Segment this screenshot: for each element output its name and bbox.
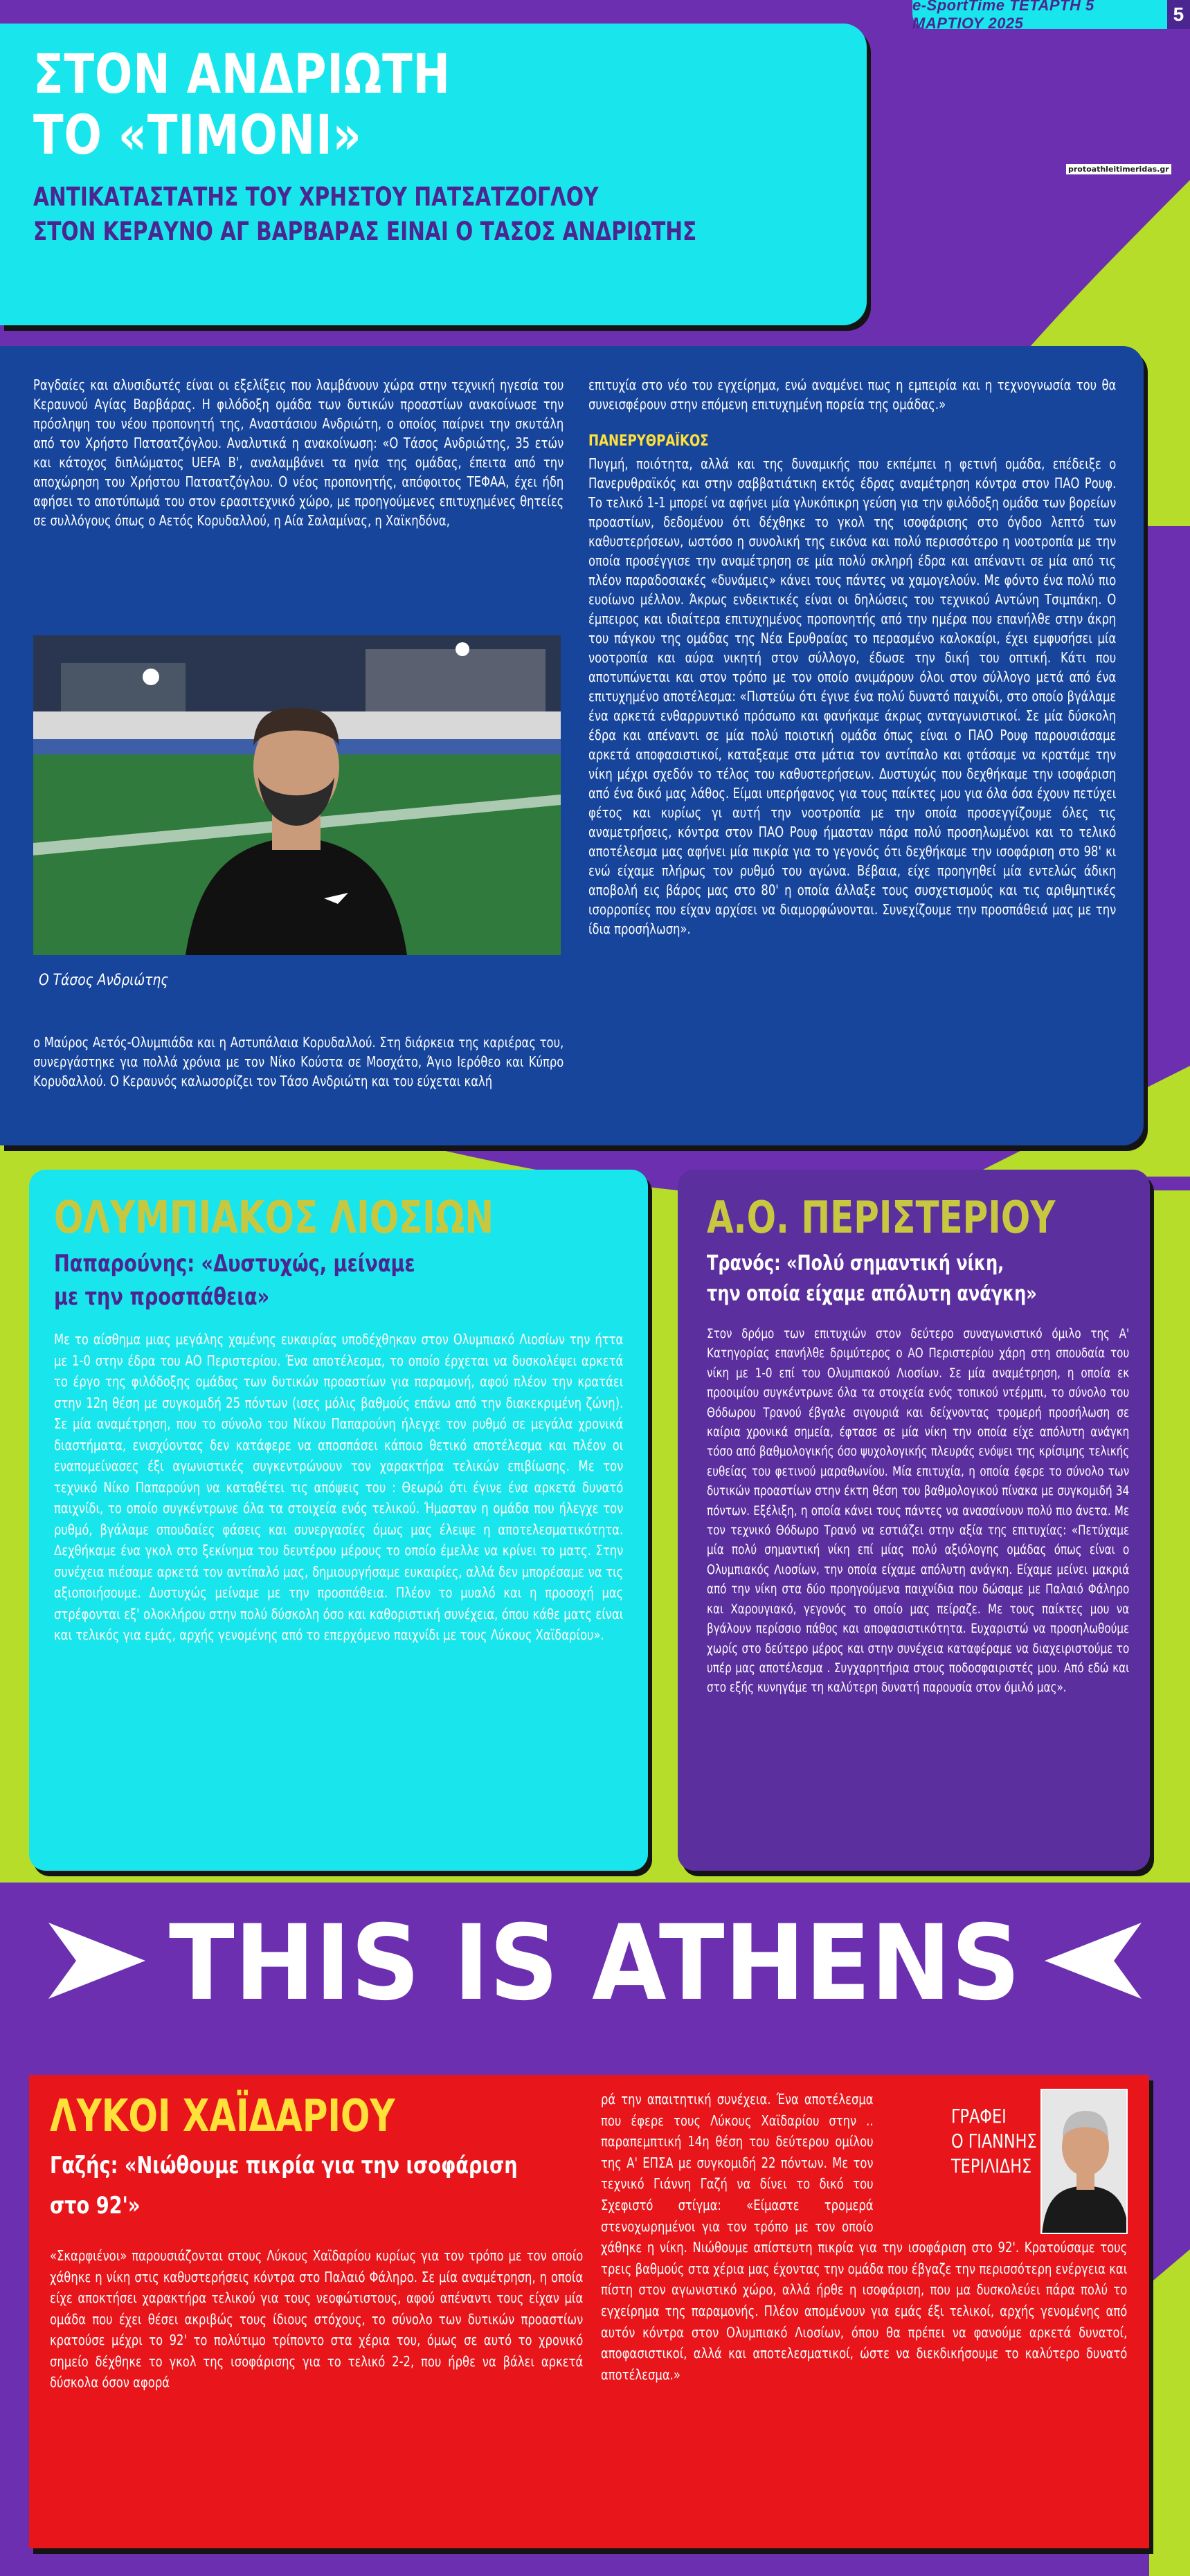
- banner-right-arrow: [1045, 1923, 1142, 1999]
- column-2-top-paragraph: επιτυχία στο νέο του εγχείρημα, ενώ αναμένει πως η εμπειρία και η τεχνογνωσία του θα συνεισφέρουν στην επόμενη επιτυχημένη πορεία της ομάδας.»: [588, 377, 1117, 412]
- headline-panel: [0, 24, 867, 325]
- author-label-3: ΤΕΡΙΛΙΔΗΣ: [951, 2155, 1032, 2177]
- after-photo-paragraph: ο Μαύρος Αετός-Ολυμπιάδα και η Αστυπάλαια Κορυδαλλού. Στη διάρκεια της καριέρας του, συνεργάστηκε για πολλά χρόνια με τον Νίκο Κούστα σε Μοσχάτο, Άγιο Ιερόθεο και Κύπρο Κορυδαλλού. Ο Κεραυνός καλωσορίζει τον Τάσο Ανδριώτη και του εύχεται καλή: [33, 1034, 564, 1089]
- author-photo: [1040, 2089, 1128, 2234]
- lykoi-quote-line-2: στο 92'»: [50, 2192, 141, 2220]
- peristeri-quote: [707, 1249, 1150, 1309]
- peristeri-body: [707, 1325, 1129, 1698]
- subheadline-line-2: ΣΤΟΝ ΚΕΡΑΥΝΟ ΑΓ ΒΑΡΒΑΡΑΣ ΕΙΝΑΙ Ο ΤΑΣΟΣ ΑΝΔΡΙΩΤΗΣ: [33, 217, 697, 246]
- olympiakos-quote-line-1: Παπαρούνης: «Δυστυχώς, μείναμε: [54, 1250, 415, 1278]
- author-byline: [951, 2104, 1037, 2179]
- banner-text: THIS IS ATHENS: [169, 1903, 1020, 2024]
- main-article-intro: [33, 375, 564, 638]
- peristeri-quote-line-2: την οποία είχαμε απόλυτη ανάγκη»: [707, 1282, 1037, 1306]
- page-number: 5: [1167, 0, 1190, 29]
- author-label-2: Ο ΓΙΑΝΝΗΣ: [951, 2130, 1037, 2152]
- peristeri-title: Α.Ο. ΠΕΡΙΣΤΕΡΙΟΥ: [707, 1192, 1056, 1244]
- author-label-1: ΓΡΑΦΕΙ: [951, 2105, 1007, 2128]
- olympiakos-paragraph: Με το αίσθημα μιας μεγάλης χαμένης ευκαιρίας υποδέχθηκαν στον Ολυμπιακό Λιοσίων την ήττα με 1-0 στην έδρα του ΑΟ Περιστερίου. Ένα αποτέλεσμα, το οποίο έρχεται να δυσκολέψει αρκετά το έργο της φιλόδοξης ομάδας των δυτικών προαστίων για παραμονή, αφού πλέον την κρατάει στην 12η θέση με συγκομιδή 25 πόντων (ισες μόλις βαθμούς επάνω από την διακεκριμένη ζώνη). Σε μία αναμέτρηση, που το σύνολο του Νίκου Παπαρούνη ήλεγχε τον ρυθμό σε μεγάλα χρονικά διαστήματα, ενισχύοντας δεν κατάφερε να αποσπάσει κάποιο θετικό αποτέλεσμα και πλέον οι εναπομείνασες έξι αγωνιστικές συγκεντρώνουν τον χαρακτήρα τελικών επιβίωσης. Με τον τεχνικό Νίκο Παπαρούνη να καταθέτει τις απόψεις του : Θεωρώ ότι έγινε ένα αρκετά δυνατό παιχνίδι, το οποίο συγκέντρωνε όλα τα στοιχεία ενός τελικού. Ήμασταν η ομάδα που ήλεγχε τον ρυθμό, βγάλαμε σπουδαίες φάσεις και συνεργασίες όμως μας έλειψε η αποτελεσματικότητα. Δεχθήκαμε ένα γκολ στο ξεκίνημα του δευτέρου μέρους το οποίο έμελλε να κρίνει το ματς. Στην συνέχεια πιέσαμε αρκετά τον αντίπαλό μας, δημιουργήσαμε ευκαιρίες, αλλά δεν μπορέσαμε να τις αξιοποιήσουμε. Δυστυχώς μείναμε με την προσπάθεια. Πλέον το μυαλό και η προσοχή μας στρέφονται εξ' ολοκλήρου στην πολύ δύσκολη όσο και καθοριστική συνέχεια, όπου κάθε ματς είναι και τελικός για εμάς, αρχής γενομένης από το επερχόμενο παιχνίδι με τους Λύκους Χαϊδαρίου».: [54, 1331, 624, 1643]
- author-portrait: [1042, 2090, 1128, 2234]
- headline-line-2: ΤΟ «ΤΙΜΟΝΙ»: [33, 105, 362, 167]
- issue-label: e-SportTime ΤΕΤΑΡΤΗ 5 ΜΑΡΤΙΟΥ 2025: [912, 0, 1094, 32]
- peristeri-article: [678, 1170, 1150, 1871]
- olympiakos-title: ΟΛΥΜΠΙΑΚΟΣ ΛΙΟΣΙΩΝ: [54, 1192, 494, 1244]
- lykoi-quote-line-1: Γαζής: «Νιώθουμε πικρία για την ισοφάριση: [50, 2152, 518, 2179]
- coach-photo: [33, 635, 561, 955]
- subheadline-line-1: ΑΝΤΙΚΑΤΑΣΤΑΤΗΣ ΤΟΥ ΧΡΗΣΤΟΥ ΠΑΤΣΑΤΖΟΓΛΟΥ: [33, 182, 599, 212]
- subheadline: [33, 180, 753, 249]
- banner-left-arrow: [48, 1923, 145, 1999]
- lykoi-body-left: [50, 2245, 583, 2393]
- peristeri-paragraph: Στον δρόμο των επιτυχιών στον δεύτερο συναγωνιστικό όμιλο της Α' Κατηγορίας επανήλθε δριμύτερος ο ΑΟ Περιστερίου χάρη στη σπουδαία του νίκη με 1-0 επί του Ολυμπιακού Λιοσίων. Σε μία αναμέτρηση, η οποία εκ προοιμίου συγκέντρωνε όλα τα στοιχεία ενός τοπικού ντέρμπι, το σύνολο του Θόδωρου Τρανού έβγαλε σιγουριά και δείχνοντας τρομερή προσήλωση σε καίρια χρονικά σημεία, έφτασε σε μία νίκη την οποία είχε απόλυτη ανάγκη τόσο από βαθμολογικής όσο ψυχολογικής πλευράς ενόψει της κρίσιμης τελικής ευθείας του φετινού μαραθωνίου. Μία επιτυχία, η οποία έφερε το σύνολο των δυτικών προαστίων στην έκτη θέση του βαθμολογικού πίνακα με συγκομιδή 34 πόντων. Εξέλιξη, η οποία κάνει τους πάντες να ανασαίνουν πολύ πιο άνετα. Με τον τεχνικό Θόδωρο Τρανό να εστιάζει στην αξία της επιτυχίας: «Πετύχαμε μία πολύ σημαντική νίκη επί μίας πολύ αξιόλογης ομάδας όπως είναι ο Ολυμπιακός Λιοσίων, την οποία είχαμε απόλυτη ανάγκη. Είχαμε μείνει μακριά από την νίκη στα δύο προηγούμενα παιχνίδια που δώσαμε με Παλαιό Φάληρο και Χαρουγιακό, γεγονός το οποίο μας πείραζε. Με τους παίκτες μου να βγάλουν περίσσιο πάθος και αποφασιστικότητα. Ευχαριστώ να προσηλωθούμε χωρίς στο δεύτερο μέρος και στην συνέχεια καταφέραμε να διαχειριστούμε το υπέρ μας αποτέλεσμα . Συγχαρητήρια στους ποδοσφαιριστές μου. Από εδώ και στο εξής κυνηγάμε τη καλύτερη δυνατή παρουσία στον όμιλό μας».: [707, 1327, 1130, 1696]
- olympiakos-quote: [54, 1247, 552, 1314]
- issue-strip: [912, 0, 1190, 32]
- headline: [33, 44, 658, 166]
- main-article-continued: [33, 1033, 564, 1091]
- source-credit: protoathleitimeridas.gr: [1066, 164, 1171, 174]
- olympiakos-body: [54, 1329, 623, 1646]
- lykoi-quote: [50, 2146, 582, 2226]
- lykoi-article-left: [50, 2092, 583, 2393]
- section-paragraph: Πυγμή, ποιότητα, αλλά και της δυναμικής που εκπέμπει η φετινή ομάδα, επέδειξε ο Πανερυθραϊκός και στην σαββατιάτικη εκτός έδρας αναμέτρηση κόντρα στον ΠΑΟ Ρουφ. Το τελικό 1-1 μπορεί να αφήνει μία γλυκόπικρη γεύση για την φιλόδοξη ομάδα των βορείων προαστίων, δεδομένου ότι δέχθηκε το γκολ της ισοφάρισης στο όγδοο λεπτό των καθυστερήσεων, ωστόσο η συνολική της εικόνα και πολύ περισσότερο η νοοτροπία με την οποία προσέγγισε την αναμέτρηση σε μία πολύ σκληρή έδρα και απέναντι σε μία από τις πλέον παραδοσιακές «δυνάμεις» κάνει τους πάντες να χαμογελούν. Με φόντο ένα πολύ πιο ευοίωνο μέλλον. Άκρως ενδεικτικές είναι οι δηλώσεις του τεχνικού Αντώνη Τσιμπάκη. Ο έμπειρος και ιδιαίτερα επιτυχημένος προπονητής από την ημέρα που επανήλθε στην άκρη του πάγκου της ομάδας της Νέα Ερυθραίας το περασμένο καλοκαίρι, έχει εμφυσήσει μία νοοτροπία και αύρα νικητή στον σύλλογο, έδωσε την δική του οπτική. Κάτι που αποτυπώνεται και στον τρόπο με τον οποίο ανιμάρουν όλοι στον σύλλογο μετά από ένα επιτυχημένο αποτέλεσμα: «Πιστεύω ότι έγινε ένα πολύ δυνατό παιχνίδι, στο οποίο βγάλαμε ένα αρκετά ενθαρρυντικό πρόσωπο και φανήκαμε άκρως ανταγωνιστικοί. Σε μία δύσκολη έδρα και απέναντι σε μία πολύ ποιοτική ομάδα όπως είναι ο ΠΑΟ Ρουφ παρουσιάσαμε αρκετά αποφασιστικοί, καταξεαμε στα μάτια τον αντίπαλο και φτάσαμε να κρατάμε την νίκη μέχρι σχεδόν το τέλος του καθυστερήσεων. Δυστυχώς που δεχθήκαμε την ισοφάριση από ένα δικό μας λάθος. Είμαι υπερήφανος για τους παίκτες μου για όλα όσα έχουν πετύχει φέτος και κυρίως γι αυτή την νοοτροπία με την οποία προσεγγίζουμε όλες τις αναμετρήσεις, κόντρα στον ΠΑΟ Ρουφ ήμασταν πάρα πολύ προσηλωμένοι και το τελικό αποτέλεσμα μας αφήνει μία πικρία για το γεγονός ότι δεχθήκαμε την ισοφάριση στο 98' κι ενώ είχαμε πλήρως τον ρυθμό του αγώνα. Βέβαια, είχε προηγηθεί μία εντελώς άδικη αποβολή εις βάρος μας στο 80' η οποία άλλαξε τους συσχετισμούς και τις αριθμητικές ισορροπίες που είχαν αρχίσει να διαμορφώνονται. Συνεχίζουμε την προσπάθειά μας με την ίδια προσήλωση».: [588, 455, 1117, 937]
- olympiakos-article: [29, 1170, 648, 1871]
- coach-photo-illustration: [33, 635, 561, 955]
- peristeri-quote-line-1: Τρανός: «Πολύ σημαντική νίκη,: [707, 1251, 1004, 1276]
- lykoi-paragraph-right: ρά την απαιτητική συνέχεια. Ένα αποτέλεσμα που έφερε τους Λύκους Χαϊδαρίου στην .. παραπεμπτική 14η θέση του δεύτερου ομίλου της Α' ΕΠΣΑ με συγκομιδή 22 πόντων. Με τον τεχνικό Γιάννη Γαζή να δίνει το δικό του Σχεφιστό στίγμα: «Είμαστε τρομερά στενοχωρημένοι για τον τρόπο με τον οποίο χάθηκε η νίκη. Νιώθουμε απίστευτη πικρία για την ισοφάριση στο 92'. Κρατούσαμε τους τρεις βαθμούς στα χέρια μας έχοντας την ομάδα που έβγαζε την περισσότερη ενέργεια και πίστη στον αγωνιστικό χώρο, αλλά ήρθε η ισοφάριση, που μα δυσκολεύει πάρα πολύ το εγχείρημα της παραμονής. Πλέον απομένουν για εμάς έξι τελικοί, αρχής γενομένης από αυτόν κόντρα στον Ολυμπιακό Λιοσίων, όπου θα πρέπει να φανούμε αρκετά δυνατοί, αποφασιστικοί, αλλά και αποτελεσματικοί, ώστε να διεκδικήσουμε το καλύτερο δυνατό αποτέλεσμα.»: [601, 2091, 1128, 2383]
- olympiakos-quote-line-2: με την προσπάθεια»: [54, 1283, 270, 1311]
- lykoi-paragraph-left: «Σκαρφιένοι» παρουσιάζονται στους Λύκους Χαϊδαρίου κυρίως για τον τρόπο με τον οποίο χάθηκε η νίκη στις καθυστερήσεις κόντρα στο Παλαιό Φάληρο. Σε μία αναμέτρηση, η οποία είχε αποκτήσει χαρακτήρα τελικού για τους νεοφώτιστους, αφού απέναντι τους είχαν μία ομάδα που έχει θέσει ακριβώς τους ίδιους στόχους, το σύνολο των δυτικών προαστίων κρατούσε μέχρι το 92' το πολύτιμο τρίποντο στα χέρια του, όμως σε αυτό το χρονικό σημείο δέχθηκε το γκολ της ισοφάρισης για το τελικό 2-2, που ήρθε να βάλει αρκετά δύσκολα όσον αφορά: [50, 2247, 584, 2391]
- intro-paragraph: Ραγδαίες και αλυσιδωτές είναι οι εξελίξεις που λαμβάνουν χώρα στην τεχνική ηγεσία του Κεραυνού Αγίας Βαρβάρας. Η φιλόδοξη ομάδα των δυτικών προαστίων ανακοίνωσε την πρόσληψη του νέου προπονητή της, Αναστάσιου Ανδριώτη, ο οποίος παίρνει την σκυτάλη από τον Χρήστο Πατσατζόγλου. Αναλυτικά η ανακοίνωση: «Ο Τάσος Ανδριώτης, 35 ετών και κάτοχος διπλώματος UEFA B', αναλαμβάνει τα ηνία της ομάδας, έπειτα από την αποχώρηση του Χρήστου Πατσατζόγλου. Ο νέος προπονητής, απόφοιτος ΤΕΦΑΑ, έχει ήδη αφήσει το αποτύπωμά του στον ερασιτεχνικό χώρο, με προηγούμενες επιτυχημένες θητείες σε συλλόγους όπως ο Αετός Κορυδαλλού, η Αία Σαλαμίνας, η Χαϊκηδόνα,: [33, 377, 564, 529]
- main-article-column-2: [588, 375, 1116, 938]
- headline-line-1: ΣΤΟΝ ΑΝΔΡΙΩΤΗ: [33, 44, 451, 106]
- section-heading-paneryhraikos: ΠΑΝΕΡΥΘΡΑΪΚΟΣ: [588, 433, 709, 450]
- photo-caption: Ο Τάσος Ανδριώτης: [39, 972, 169, 989]
- this-is-athens-banner: [0, 1895, 1190, 2026]
- lykoi-title: ΛΥΚΟΙ ΧΑΪΔΑΡΙΟΥ: [50, 2091, 395, 2142]
